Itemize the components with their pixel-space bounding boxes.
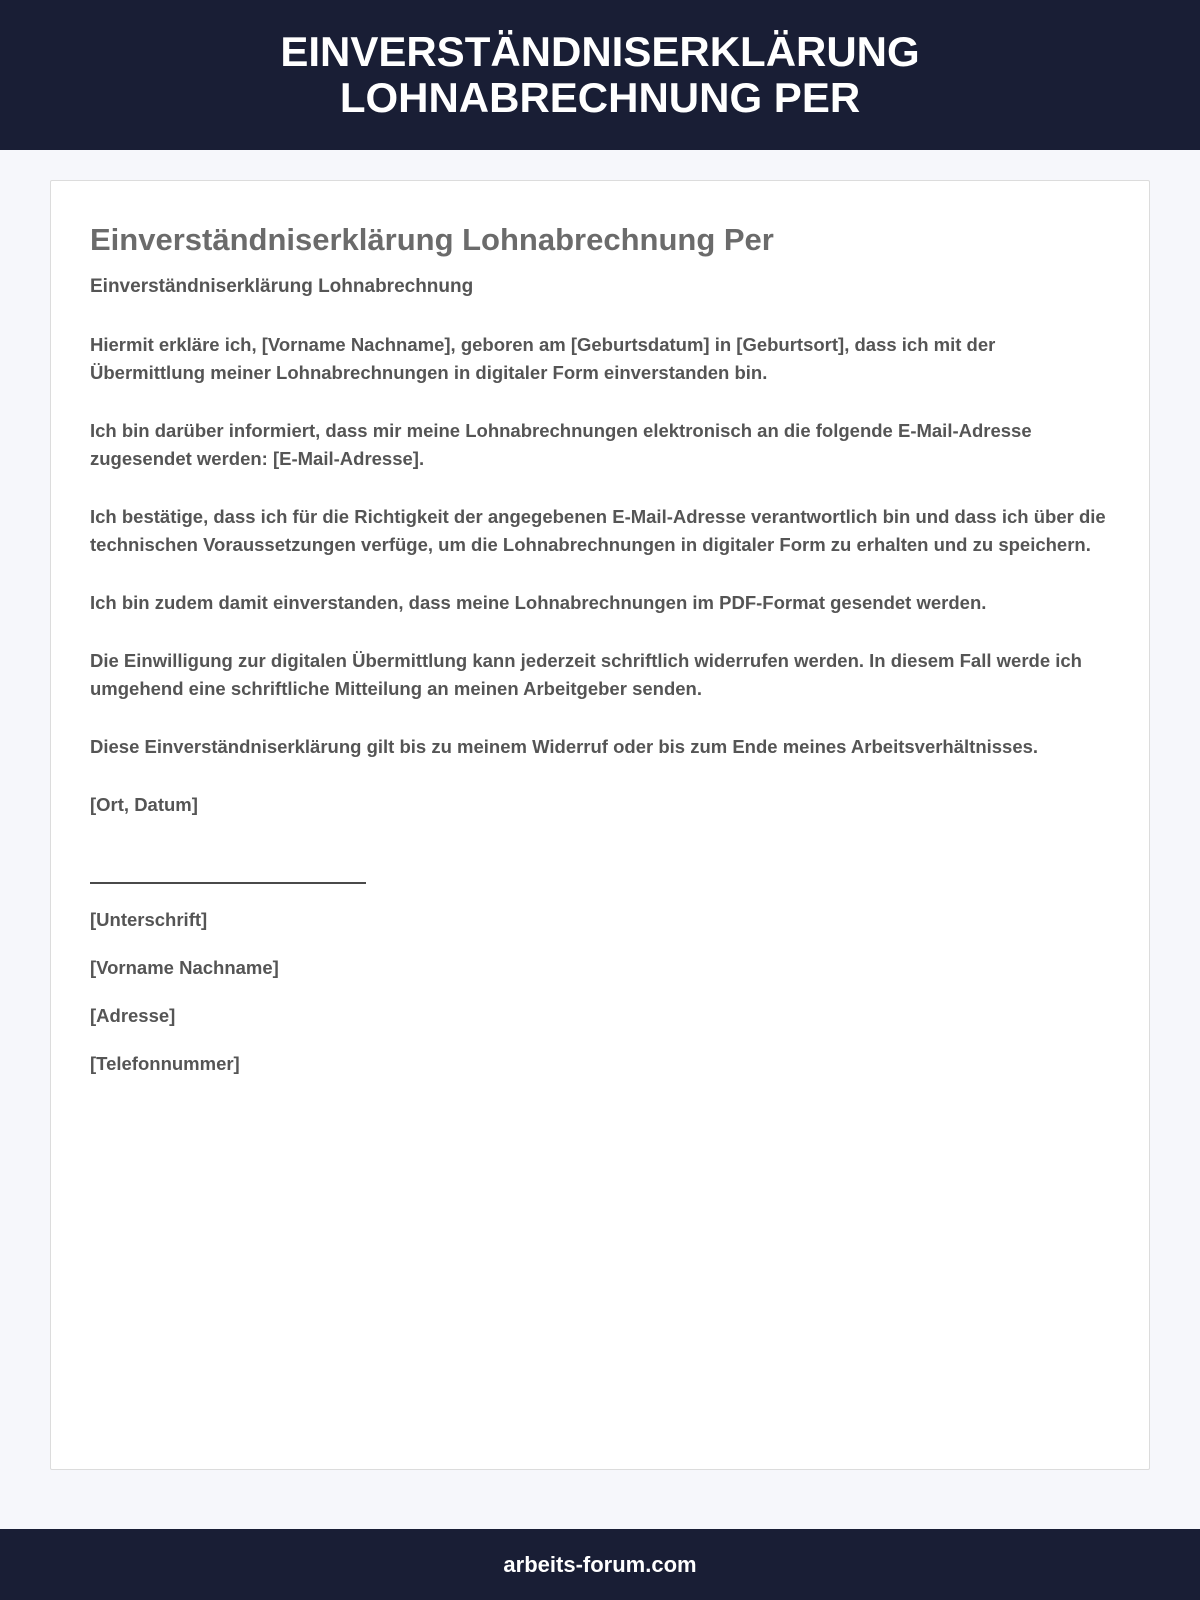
document-subtitle: Einverständniserklärung Lohnabrechnung	[90, 276, 474, 297]
paragraph-declaration: Hiermit erkläre ich, [Vorname Nachname], geboren am [Geburtsdatum] in [Geburtsort], dass ich mit der Übermittlung meiner Lohnabrechnungen in digitaler Form einverstanden bin.	[90, 334, 996, 383]
paragraph-validity: Diese Einverständniserklärung gilt bis zu meinem Widerruf oder bis zum Ende meines Arbeitsverhältnisses.	[90, 736, 1039, 757]
banner-title: EINVERSTÄNDNISERKLÄRUNG LOHNABRECHNUNG PER	[280, 28, 920, 121]
header-banner	[0, 0, 1200, 150]
signature-field-name: [Vorname Nachname]	[90, 957, 279, 978]
document-card	[50, 180, 1150, 1470]
paragraph-revocation: Die Einwilligung zur digitalen Übermittlung kann jederzeit schriftlich widerrufen werden. In diesem Fall werde ich umgehend eine schriftliche Mitteilung an meinen Arbeitgeber senden.	[90, 650, 1082, 699]
place-date-label: [Ort, Datum]	[90, 794, 198, 815]
signature-field-adresse: [Adresse]	[90, 1005, 176, 1026]
document-title: Einverständniserklärung Lohnabrechnung Per	[90, 222, 774, 257]
signature-field-unterschrift: [Unterschrift]	[90, 909, 208, 930]
signature-field-telefonnummer: [Telefonnummer]	[90, 1053, 240, 1074]
paragraph-email-info: Ich bin darüber informiert, dass mir meine Lohnabrechnungen elektronisch an die folgende E-Mail-Adresse zugesendet werden: [E-Mail-Adresse].	[90, 420, 1032, 469]
paragraph-pdf-format: Ich bin zudem damit einverstanden, dass meine Lohnabrechnungen im PDF-Format gesendet werden.	[90, 592, 987, 613]
footer-site-link[interactable]: arbeits-forum.com	[503, 1551, 697, 1577]
paragraph-responsibility: Ich bestätige, dass ich für die Richtigkeit der angegebenen E-Mail-Adresse verantwortlich bin und dass ich über die technischen Voraussetzungen verfüge, um die Lohnabrechnungen in digitaler Form zu erhalten und zu speichern.	[90, 506, 1106, 555]
footer-bar	[0, 1529, 1200, 1600]
signature-line	[90, 882, 366, 884]
